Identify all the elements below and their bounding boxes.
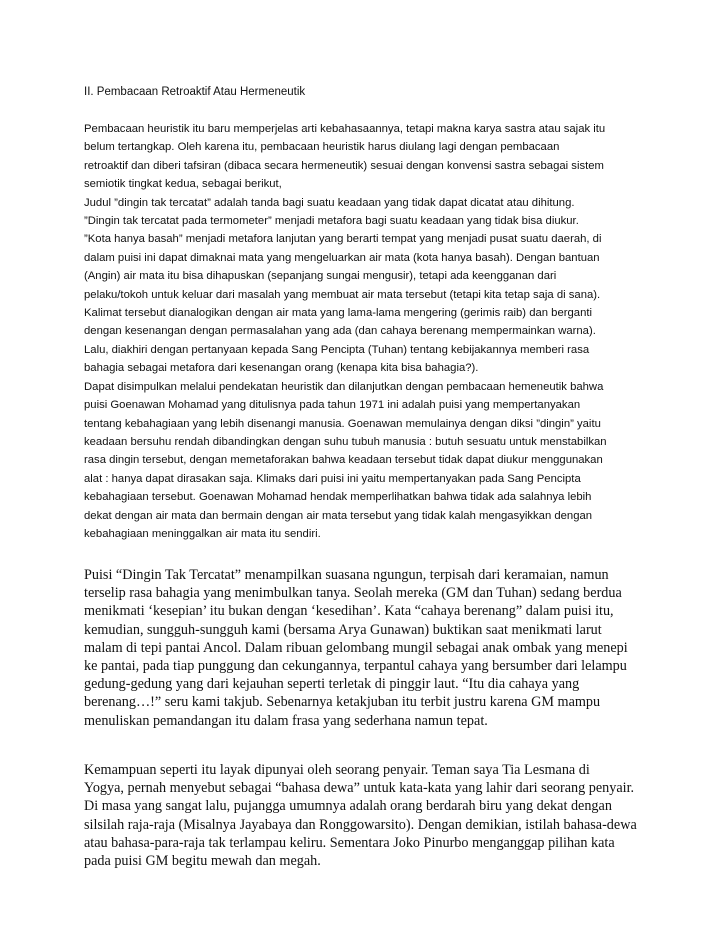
text-line: Judul ”dingin tak tercatat” adalah tanda bagi suatu keadaan yang tidak dapat dicatat atau dihitung. — [84, 196, 575, 209]
text-line: kemudian, sungguh-sungguh kami (bersama Arya Gunawan) buktikan saat menikmati larut — [84, 621, 602, 638]
text-line: Puisi “Dingin Tak Tercatat” menampilkan suasana ngungun, terpisah dari keramaian, namun — [84, 567, 609, 583]
text-line: pada puisi GM begitu mewah dan megah. — [84, 853, 321, 870]
text-line: Kalimat tersebut dianalogikan dengan air mata yang lama-lama mengering (gerimis raib) dan berganti — [84, 307, 593, 320]
text-line: kebahagiaan tersebut. Goenawan Mohamad hendak memperlihatkan bahwa tidak ada salahnya lebih — [84, 491, 592, 504]
text-line: retroaktif dan diberi tafsiran (dibaca secara hermeneutik) sesuai dengan konvensi sastra sebagai sistem — [84, 159, 604, 172]
text-line: silsilah raja-raja (Misalnya Jayabaya dan Ronggowarsito). Dengan demikian, istilah bahasa-dewa — [84, 816, 637, 833]
text-line: pelaku/tokoh untuk keluar dari masalah yang membuat air mata tersebut (tetapi kita tetap saja di sana). — [84, 288, 601, 301]
analysis-section — [84, 120, 656, 543]
text-line: Kemampuan seperti itu layak dipunyai oleh seorang penyair. Teman saya Tia Lesmana di — [84, 762, 590, 778]
text-line: dalam puisi ini dapat dimaknai mata yang mengeluarkan air mata (kota hanya basah). Dengan bantuan — [84, 251, 600, 264]
text-line: Dapat disimpulkan melalui pendekatan heuristik dan dilanjutkan dengan pembacaan hemeneutik bahwa — [84, 380, 604, 393]
text-line: ”Kota hanya basah” menjadi metafora lanjutan yang berarti tempat yang menjadi pusat suatu daerah, di — [84, 233, 602, 246]
text-line: dengan kesenangan dengan permasalahan yang ada (dan cahaya berenang mempermainkan warna). — [84, 325, 596, 338]
text-line: kebahagiaan meninggalkan air mata itu sendiri. — [84, 527, 321, 540]
text-line: Yogya, pernah menyebut sebagai “bahasa dewa” untuk kata-kata yang lahir dari seorang penyair. — [84, 780, 635, 797]
text-line: tentang kebahagiaan yang lebih disenangi manusia. Goenawan memulainya dengan diksi ”dingin” yaitu — [84, 417, 601, 430]
text-line: menuliskan pemandangan itu dalam frasa yang sederhana namun tepat. — [84, 712, 488, 729]
text-line: Di masa yang sangat lalu, pujangga umumnya adalah orang berdarah biru yang dekat dengan — [84, 798, 612, 815]
text-line: semiotik tingkat kedua, sebagai berikut, — [84, 178, 282, 191]
text-line: malam di tepi pantai Ancol. Dalam ribuan gelombang mungil sebagai anak ombak yang menepi — [84, 639, 628, 656]
text-line: alat : hanya dapat dirasakan saja. Klimaks dari puisi ini yaitu mempertanyakan pada Sang Pencipta — [84, 472, 581, 485]
text-line: dekat dengan air mata dan bermain dengan air mata tersebut yang tidak kalah mengasyikkan dengan — [84, 509, 593, 522]
text-line: terselip rasa bahagia yang menimbulkan tanya. Seolah mereka (GM dan Tuhan) sedang berdua — [84, 585, 622, 602]
essay-paragraph-2 — [84, 761, 656, 870]
text-line: ”Dingin tak tercatat pada termometer” menjadi metafora bagi suatu keadaan yang tidak bisa diukur. — [84, 215, 579, 228]
text-line: ke pantai, pada tiap punggung dan cekungannya, terpantul cahaya yang bersumber dari lelampu — [84, 658, 627, 675]
text-line: gedung-gedung yang dari kejauhan seperti terletak di pinggir laut. “Itu dia cahaya yang — [84, 676, 580, 693]
text-line: atau bahasa-para-raja tak terlampau keliru. Sementara Joko Pinurbo menganggap pilihan kata — [84, 834, 615, 851]
text-line: menikmati ‘kesepian’ itu bukan dengan ‘kesedihan’. Kata “cahaya berenang” dalam puisi itu, — [84, 603, 614, 620]
text-line: Pembacaan heuristik itu baru memperjelas arti kebahasaannya, tetapi makna karya sastra atau sajak itu — [84, 123, 606, 135]
text-line: belum tertangkap. Oleh karena itu, pembacaan heuristik harus diulang lagi dengan pembacaan — [84, 141, 560, 154]
text-line: berenang…!” seru kami takjub. Sebenarnya ketakjuban itu terbit justru karena GM mampu — [84, 694, 601, 711]
text-line: Lalu, diakhiri dengan pertanyaan kepada Sang Pencipta (Tuhan) tentang kebijakannya memberi rasa — [84, 343, 590, 356]
text-line: rasa dingin tersebut, dengan memetaforakan bahwa keadaan tersebut tidak dapat diukur menggunakan — [84, 454, 603, 467]
essay-paragraph-1 — [84, 566, 656, 730]
text-line: (Angin) air mata itu bisa dihapuskan (sepanjang sungai mengusir), tetapi ada keengganan dari — [84, 270, 557, 283]
text-line: puisi Goenawan Mohamad yang ditulisnya pada tahun 1971 ini adalah puisi yang mempertanyakan — [84, 399, 581, 412]
text-line: bahagia sebagai metafora dari kesenangan orang (kenapa kita bisa bahagia?). — [84, 362, 479, 375]
section-heading: II. Pembacaan Retroaktif Atau Hermeneutik — [84, 86, 306, 98]
text-line: keadaan bersuhu rendah dibandingkan dengan suhu tubuh manusia : butuh sesuatu untuk menstabilkan — [84, 435, 607, 448]
